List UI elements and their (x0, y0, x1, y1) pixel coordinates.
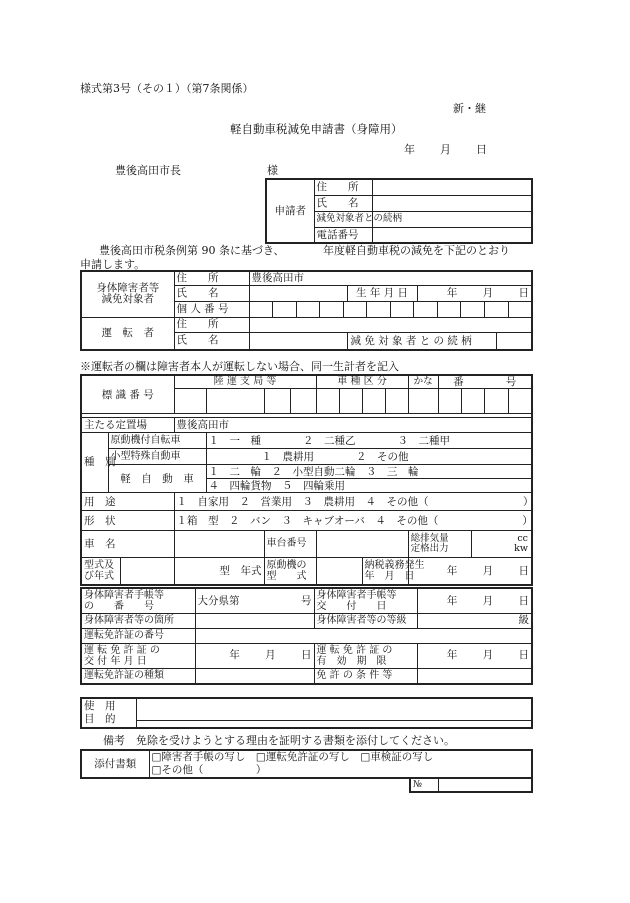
plate-office-cell-1[interactable] (174, 389, 206, 414)
kei-car-options-2[interactable]: ４ 四輪貨物 ５ 四輪乗用 (206, 479, 532, 493)
target-name-field[interactable] (249, 285, 347, 301)
purpose-label-1: 使 用 (84, 700, 116, 713)
driver-address-field[interactable] (249, 317, 532, 332)
form-number: 様式第3号（その１）（第7条関係） (80, 82, 254, 95)
individual-number-field[interactable] (249, 301, 532, 317)
motor-label-1: 原動機の (266, 560, 307, 572)
disability-table (80, 587, 533, 685)
car-name-label: 車 名 (81, 531, 174, 558)
birthdate-field[interactable]: 年 月 日 (417, 285, 532, 301)
attachments-options-2[interactable]: □その他（ ） (151, 764, 267, 776)
license-date-label-2: 交 付 年 月 日 (84, 655, 147, 667)
driver-name-field[interactable] (249, 332, 347, 350)
target-address-value[interactable]: 豊後高田市 (249, 271, 532, 285)
chassis-number-label: 車台番号 (264, 531, 316, 558)
disability-grade-field[interactable]: 級 (417, 613, 532, 628)
cert-number-field[interactable]: 大分県第 号 (195, 588, 314, 613)
shape-options[interactable]: １箱 型 ２ バン ３ キャブオーバ ４ その他（ ） (174, 511, 532, 531)
target-label-2: 減免対象者 (101, 293, 154, 306)
model-year-field[interactable]: 型 年式 (174, 558, 264, 586)
plate-office-cell-4[interactable] (290, 389, 316, 414)
license-expiry-label-2: 有 効 期 限 (316, 655, 387, 667)
plate-office-cell-3[interactable] (264, 389, 290, 414)
applicant-name-field[interactable] (372, 195, 532, 211)
license-conditions-label: 免 許 の 条 件 等 (314, 668, 417, 684)
kei-car-options-1[interactable]: １ 二 輪 ２ 小型自動二輪 ３ 三 輪 (206, 465, 532, 479)
target-person-table (80, 270, 533, 351)
plate-class-cell-1[interactable] (316, 389, 339, 414)
license-type-label: 運転免許証の種類 (81, 668, 195, 684)
plate-kana-cell[interactable] (408, 389, 438, 414)
displacement-field[interactable]: cc kw (514, 532, 528, 555)
license-expiry-field[interactable]: 年 月 日 (417, 643, 532, 668)
individual-number-label: 個 人 番 号 (174, 301, 249, 317)
driver-address-label: 住 所 (174, 317, 249, 332)
disability-part-field[interactable] (195, 613, 314, 628)
target-name-label: 氏 名 (174, 285, 249, 301)
model-label-2: び年式 (84, 571, 114, 583)
license-expiry-label-1: 運 転 免 許 証 の (316, 644, 393, 656)
applicant-address-field[interactable] (372, 179, 532, 195)
use-label: 用 途 (81, 493, 174, 511)
addressee: 豊後高田市長 (115, 164, 181, 177)
storage-location-label: 主たる定置場 (81, 418, 174, 433)
license-date-label-1: 運 転 免 許 証 の (84, 644, 160, 656)
shape-label: 形 状 (81, 511, 174, 531)
storage-location-value[interactable]: 豊後高田市 (174, 418, 532, 433)
model-label-1: 型式及 (84, 560, 114, 572)
page-title: 軽自動車税減免申請書（身障用） (230, 122, 403, 136)
vehicle-table (80, 374, 533, 586)
plate-class-cell-3[interactable] (362, 389, 385, 414)
license-number-field[interactable] (195, 628, 532, 643)
applicant-address-label: 住 所 (314, 179, 372, 195)
disability-part-label: 身体障害者等の箇所 (81, 613, 195, 628)
target-label-1: 身体障害者等 (96, 281, 160, 294)
cert-number-label-2: の 番 号 (84, 600, 154, 612)
statement-line-1: 豊後高田市税条例第 90 条に基づき、 年度軽自動車税の減免を下記のとおり (99, 244, 511, 257)
number-field[interactable] (438, 778, 532, 792)
cert-number-label-1: 身体障害者手帳等 (84, 589, 164, 601)
target-address-label: 住 所 (174, 271, 249, 285)
chassis-number-field[interactable] (316, 531, 408, 558)
purpose-field[interactable] (136, 698, 532, 728)
tax-date-field[interactable]: 年 月 日 (408, 558, 532, 586)
license-date-field[interactable]: 年 月 日 (195, 643, 314, 668)
attachments-label: 添付書類 (81, 750, 149, 778)
driver-note: ※運転者の欄は障害者本人が運転しない場合、同一生計者を記入 (80, 360, 399, 373)
transport-office-label: 陸 運 支 局 等 (174, 375, 316, 389)
date-month: 月 (440, 143, 451, 156)
number-label: № (410, 778, 438, 792)
vehicle-class-label: 車 種 区 分 (316, 375, 408, 389)
attachments-options-1[interactable]: □障害者手帳の写し □運転免許証の写し □車検証の写し (151, 751, 434, 764)
plate-class-cell-4[interactable] (385, 389, 408, 414)
displacement-label-2: 定格出力 (410, 543, 449, 555)
driver-name-label: 氏 名 (174, 332, 249, 350)
plate-number-label: 標 識 番 号 (81, 375, 174, 414)
applicant-name-label: 氏 名 (314, 195, 372, 211)
cert-date-field[interactable]: 年 月 日 (417, 588, 532, 613)
moped-label: 原動機付自転車 (108, 433, 206, 449)
date-day: 日 (476, 143, 487, 156)
plate-class-cell-2[interactable] (339, 389, 362, 414)
license-number-label: 運転免許証の番号 (81, 628, 195, 643)
applicant-relation-label: 減免対象者との続柄 (314, 211, 372, 227)
driver-label: 運 転 者 (81, 317, 174, 350)
number-label: 番 号 (438, 375, 532, 389)
cert-date-label-2: 交 付 日 (316, 600, 387, 612)
plate-office-cell-2[interactable] (206, 389, 264, 414)
special-vehicle-options[interactable]: １ 農耕用 ２ その他 (206, 449, 532, 465)
date-year: 年 (404, 143, 415, 156)
cert-date-label-1: 身体障害者手帳等 (316, 589, 397, 601)
new-continue-mark: 新・継 (453, 102, 486, 115)
disability-grade-label: 身体障害者等の等級 (314, 613, 417, 628)
driver-relation-label: 減 免 対 象 者 と の 続 柄 (348, 333, 497, 349)
car-name-field[interactable] (174, 531, 264, 558)
motor-field[interactable] (316, 558, 362, 586)
kana-label: かな (408, 375, 438, 389)
purpose-label-2: 目 的 (84, 713, 116, 725)
displacement-label-1: 総排気量 (410, 532, 449, 544)
motor-label-2: 型 式 (266, 571, 307, 583)
applicant-table (265, 178, 533, 244)
kei-car-label: 軽 自 動 車 (108, 465, 206, 493)
purpose-table (80, 697, 533, 729)
vehicle-type-label: 種 別 (84, 455, 116, 468)
number-box (409, 777, 533, 793)
tax-date-label-1: 納税義務発生 (364, 560, 425, 572)
plate-number-cells[interactable] (438, 389, 532, 414)
moped-options[interactable]: １ 一 種 ２ 二種乙 ３ 二種甲 (206, 433, 532, 449)
use-options[interactable]: １ 自家用 ２ 営業用 ３ 農耕用 ４ その他（ ） (174, 493, 532, 511)
applicant-phone-label: 電話番号 (314, 227, 372, 243)
license-type-field[interactable] (195, 668, 314, 684)
applicant-label: 申請者 (266, 179, 314, 243)
special-vehicle-label: 小型特殊自動車 (108, 449, 206, 465)
attachments-table (80, 749, 533, 779)
tax-date-label-2: 年 月 日 (364, 571, 415, 583)
statement-line-2: 申請します。 (80, 258, 146, 271)
remarks: 備考 免除を受けようとする理由を証明する書類を添付してください。 (103, 734, 455, 747)
honorific: 様 (267, 164, 278, 177)
birthdate-label: 生 年 月 日 (347, 285, 417, 301)
applicant-phone-field[interactable] (372, 227, 532, 243)
license-conditions-field[interactable] (417, 668, 532, 684)
